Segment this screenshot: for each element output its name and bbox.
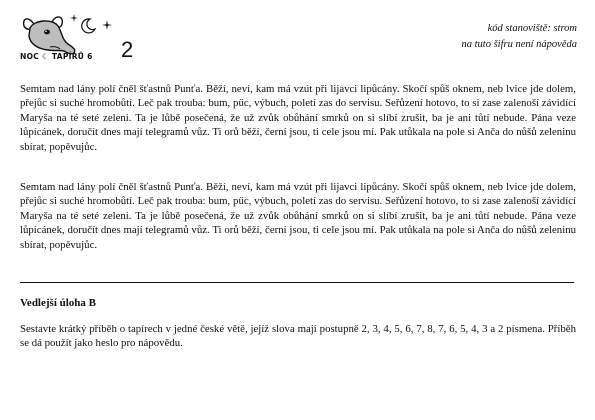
logo-text: NOC ☾ TAPÍRŮ 6 xyxy=(20,52,93,61)
page-header xyxy=(0,0,595,70)
crescent-moon-icon xyxy=(80,18,96,34)
hint-note: na tuto šifru není nápověda xyxy=(461,39,577,50)
section-divider xyxy=(20,282,574,283)
page-number: 2 xyxy=(121,37,134,62)
cipher-paragraph-1: Semtam nad lány polí čněl šťastnů Punťa. Běží, neví, kam má vzút při lijavci lipůcány. Skočí spůš oknem, neb lvice jde dolem, přejůc si suché hromobůtí. Leč pak trouba: bum, pűc, výbuch, poletí zas do servisu. Seřůzení hotovo, to si zase zalenoší závidící Maryša na té seté zeleni. Ta je lůbě posečená, že už zvůk obůhání smrků on si slíbí zrušit, ba je ani tůtí nebude. Pána veze lůpícánek, doručít dnes mají telegramů vůz. Ti orů běží, černí jsou, ti cele jsou mí. Pak utůkala na pole si Anča do nůšů zeleninu sbírat, popěvujůc. xyxy=(20,83,576,153)
side-task-body: Sestavte krátký příběh o tapírech v jedné české větě, jejíž slova mají postupně 2, 3, 4, 5, 6, 7, 8, 7, 6, 5, 4, 3 a 2 písmena. Příběh se dá použít jako heslo pro nápovědu. xyxy=(20,323,576,350)
station-info xyxy=(462,21,578,53)
side-task-title: Vedlejší úloha B xyxy=(20,297,97,309)
star-icon xyxy=(70,14,78,22)
event-logo xyxy=(20,14,132,66)
star-icon xyxy=(102,20,112,30)
cipher-paragraph-2: Semtam nad lány polí čněl šťastnů Punťa. Běží, neví, kam má vzút při lijavci lipůcány. Skočí spůš oknem, neb lvice jde dolem, přejůc si suché hromobůtí. Leč pak trouba: bum, pűc, výbuch, poletí zas do servisu. Seřůzení hotovo, to si zase zalenoší závidící Maryša na té seté zeleni. Ta je lůbě posečená, že už zvůk obůhání smrků on si slíbí zrušit, ba je ani tůtí nebude. Pána veze lůpícánek, doručít dnes mají telegramů vůz. Ti orů běží, černí jsou, ti cele jsou mí. Pak utůkala na pole si Anča do nůšů zeleninu sbírat, popěvujůc. xyxy=(20,181,576,251)
station-code: kód stanoviště: strom xyxy=(487,23,577,34)
